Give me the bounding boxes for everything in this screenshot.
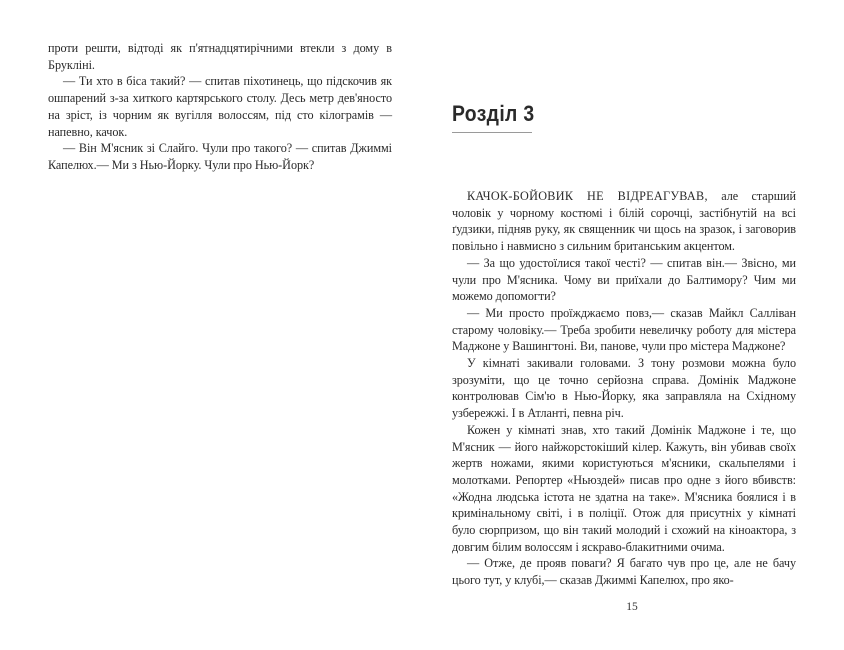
- right-paragraph-6: — Отже, де прояв поваги? Я багато чув про це, але не бачу цього тут, у клубі,— сказав Джиммі Капелюх, про яко-: [452, 556, 796, 588]
- right-paragraph-1-text: але старший чоловік у чорному костюмі і білій сорочці, застібнутій на всі ґудзики, підняв руку, як священник чи щось на зразок, і заговорив повільно і навмисно з сильним британським акцентом.: [452, 189, 796, 254]
- right-paragraph-4: У кімнаті закивали головами. З тону розмови можна було зрозуміти, що це точно серйозна справа. Домінік Маджоне контролював Сім'ю в Нью-Йорку, яка заправляла на Східному узбережжі. І в Атланті, певна річ.: [452, 356, 796, 421]
- left-paragraph-1: проти решти, відтоді як п'ятнадцятирічними втекли з дому в Брукліні.: [48, 41, 392, 72]
- chapter-heading: [452, 100, 796, 133]
- right-paragraph-2: — За що удостоїлися такої честі? — спитав він.— Звісно, ми чули про М'ясника. Чому ви приїхали до Балтимору? Чим ми можемо допомогти?: [452, 255, 796, 304]
- chapter-rule: [452, 132, 532, 133]
- left-paragraph-3: — Він М'ясник зі Слайго. Чули про такого? — спитав Джиммі Капелюх.— Ми з Нью-Йорку. Чули про Нью-Йорк?: [48, 141, 392, 172]
- right-page: [452, 100, 796, 588]
- left-page: [48, 40, 392, 174]
- chapter-title: Розділ 3: [452, 101, 535, 126]
- page-number: 15: [626, 601, 638, 613]
- left-paragraph-2: — Ти хто в біса такий? — спитав піхотинець, що підскочив як ошпарений з-за хиткого картярського столу. Десь метр дев'яносто на зріст, із чорним як вугілля волоссям, під сто кілограмів — напевно, качок.: [48, 74, 392, 139]
- right-paragraph-1: [452, 188, 796, 255]
- right-paragraph-3: — Ми просто проїжджаємо повз,— сказав Майкл Салліван старому чоловіку.— Треба зробити невеличку роботу для містера Маджоне у Вашингтоні. Ви, панове, чули про містера Маджоне?: [452, 305, 796, 354]
- right-paragraph-5: Кожен у кімнаті знав, хто такий Домінік Маджоне і те, що М'ясник — його найжорстокіший кілер. Кажуть, він убивав своїх жертв ножами, якими користуються м'ясники, скальпелями і молотками. Репортер «Ньюздей» писав про одне з його вбивств: «Жодна людська істота не здатна на таке». М'ясника боялися і в кримінальному світі, і в поліції. Отож для присутніх у кімнаті було сюрпризом, що він такий молодий і схожий на кіноактора, з довгим білим волоссям і яскраво-блакитними очима.: [452, 422, 796, 554]
- chapter-body: [452, 188, 796, 589]
- lead-caps: КАЧОК-БОЙОВИК НЕ ВІДРЕАГУВАВ,: [467, 189, 708, 203]
